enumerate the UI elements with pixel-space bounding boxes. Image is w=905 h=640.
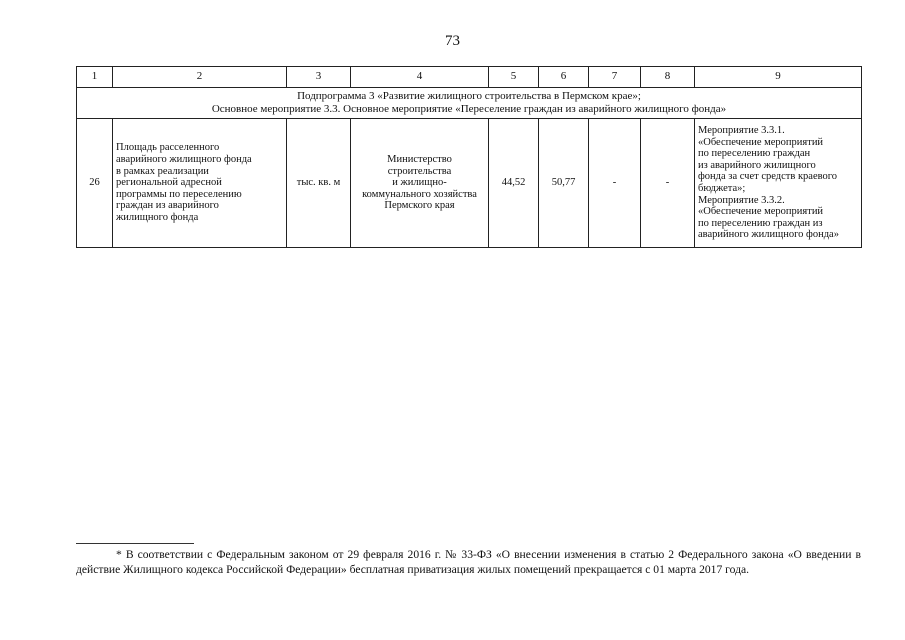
indicator-name-cell: [113, 119, 287, 248]
column-number: 7: [589, 67, 641, 88]
page-number: 73: [445, 33, 460, 49]
column-number: 3: [287, 67, 351, 88]
indicator-name: Площадь расселенного аварийного жилищного фонда в рамках реализации региональной адресной программы по переселению граждан из аварийного жилищного фонда: [116, 142, 252, 223]
footnote: * В соответствии с Федеральным законом от 29 февраля 2016 г. № 33-ФЗ «О внесении изменения в статью 2 Федерального закона «О введении в действие Жилищного кодекса Российской Федерации» бесплатная приватизация жилых помещений прекращается с 01 марта 2017 года.: [76, 548, 861, 576]
section-heading-line-2: Основное мероприятие 3.3. Основное мероприятие «Переселение граждан из аварийного жилищного фонда»: [211, 103, 727, 115]
column-number: 2: [113, 67, 287, 88]
section-heading: [77, 88, 862, 119]
table-header-row: [77, 67, 862, 88]
activities-cell: [695, 119, 862, 248]
value-cell-7: -: [589, 119, 641, 248]
row-number: 26: [77, 119, 113, 248]
column-number: 1: [77, 67, 113, 88]
executor-name: Министерство строительства и жилищно- коммунального хозяйства Пермского края: [362, 154, 477, 212]
column-number: 4: [351, 67, 489, 88]
column-number: 8: [641, 67, 695, 88]
indicators-table: [76, 66, 862, 248]
value-cell-6: 50,77: [539, 119, 589, 248]
executor-cell: [351, 119, 489, 248]
table-row: [77, 119, 862, 248]
unit-cell: тыс. кв. м: [287, 119, 351, 248]
value-cell-5: 44,52: [489, 119, 539, 248]
section-heading-row: [77, 88, 862, 119]
section-heading-line-1: Подпрограмма 3 «Развитие жилищного строительства в Пермском крае»;: [297, 90, 641, 102]
activities-text: Мероприятие 3.3.1. «Обеспечение мероприятий по переселению граждан из аварийного жилищного фонда за счет средств краевого бюджета»; Мероприятие 3.3.2. «Обеспечение мероприятий по переселению граждан из аварийного жилищного фонда»: [698, 125, 839, 241]
footnote-divider: [76, 543, 194, 544]
column-number: 6: [539, 67, 589, 88]
column-number: 5: [489, 67, 539, 88]
value-cell-8: -: [641, 119, 695, 248]
column-number: 9: [695, 67, 862, 88]
